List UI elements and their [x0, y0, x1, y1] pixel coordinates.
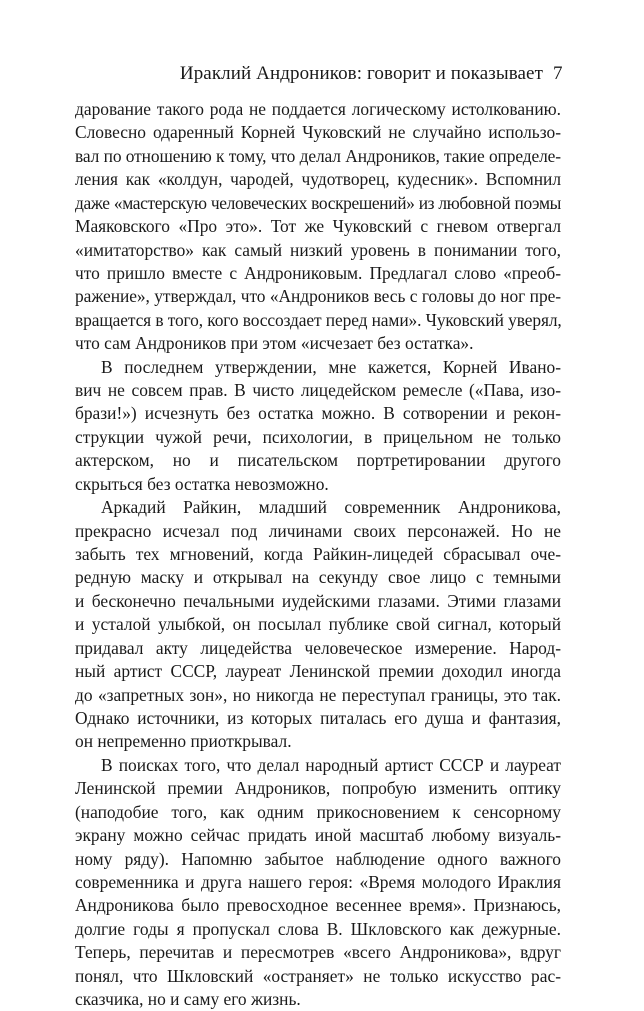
running-head-title: Ираклий Андроников: говорит и показывает: [179, 63, 543, 84]
text-line: Ленинской премии Андроников, попробую изменить оптику: [75, 778, 561, 799]
text-line: прекрасно исчезал под личинами своих персонажей. Но не: [75, 520, 561, 541]
page-number: 7: [553, 63, 563, 84]
text-line: редную маску и открывал на секунду свое лицо с темными: [75, 567, 561, 588]
text-line: вращается в того, кого воссоздает перед нами». Чуковский уверял,: [75, 309, 562, 330]
text-line: ному ряду). Напомню забытое наблюдение одного важного: [75, 848, 561, 869]
text-line: долгие годы я пропускал слова В. Шкловского как дежурные.: [75, 918, 561, 939]
paragraph-first-line: В последнем утверждении, мне кажется, Корней Ивано-: [101, 356, 561, 377]
text-line: скрыться без остатка невозможно.: [75, 473, 329, 494]
text-line: Словесно одаренный Корней Чуковский не случайно использо-: [75, 122, 561, 143]
text-line: он непременно приоткрывал.: [75, 731, 292, 752]
text-line: струкции чужой речи, психологии, в прицельном не только: [75, 426, 561, 447]
text-line: дарование такого рода не поддается логическому истолкованию.: [75, 99, 561, 119]
text-line: «имитаторство» как самый низкий уровень в понимании того,: [75, 239, 561, 260]
text-line: придавал акту лицедейства человеческое измерение. Народ-: [75, 637, 561, 658]
text-line: ный артист СССР, лауреат Ленинской премии доходил иногда: [75, 661, 561, 682]
text-line: Однако источники, из которых питалась его душа и фантазия,: [75, 707, 561, 728]
paragraph-first-line: В поисках того, что делал народный артист СССР и лауреат: [101, 754, 561, 775]
text-line: вич не совсем прав. В чисто лицедейском ремесле («Пава, изо-: [75, 380, 561, 401]
body-text: [75, 98, 561, 1011]
text-line: и бесконечно печальными иудейскими глазами. Этими глазами: [75, 590, 561, 611]
text-line: Андроникова было превосходное весеннее время». Признаюсь,: [75, 895, 561, 916]
text-line: что сам Андроников при этом «исчезает без остатка».: [75, 333, 474, 354]
text-line: современника и друга нашего героя: «Время молодого Ираклия: [75, 871, 561, 892]
text-line: (наподобие того, как одним прикосновением к сенсорному: [75, 801, 561, 822]
text-line: понял, что Шкловский «остраняет» не только искусство рас-: [75, 965, 561, 986]
text-line: до «запретных зон», но никогда не переступал границы, это так.: [75, 684, 561, 705]
text-line: даже «мастерскую человеческих воскрешений» из любовной поэмы: [75, 192, 561, 213]
text-line: актерском, но и писательском портретировании другого: [75, 450, 561, 471]
text-line: и усталой улыбкой, он посылал публике свой сигнал, который: [75, 614, 561, 635]
text-line: ления как «колдун, чародей, чудотворец, кудесник». Вспомнил: [75, 169, 561, 190]
text-line: Теперь, перечитав и пересмотрев «всего Андроникова», вдруг: [75, 942, 561, 963]
text-line: экрану можно сейчас придать иной масштаб любому визуаль-: [75, 825, 561, 846]
paragraph-first-line: Аркадий Райкин, младший современник Андроникова,: [101, 497, 561, 518]
text-line: вал по отношению к тому, что делал Андроников, такие определе-: [75, 145, 561, 166]
text-line: Маяковского «Про это». Тот же Чуковский с гневом отвергал: [75, 216, 561, 237]
text-line: ражение», утверждал, что «Андроников весь с головы до ног пре-: [75, 286, 561, 307]
text-line: сказчика, но и саму его жизнь.: [75, 989, 301, 1010]
text-line: забыть тех мгновений, когда Райкин-лицедей сбрасывал оче-: [75, 544, 561, 565]
text-line: брази!») исчезнуть без остатка можно. В сотворении и рекон-: [75, 403, 561, 424]
running-head: [0, 62, 644, 86]
text-line: что пришло вместе с Андрониковым. Предлагал слово «преоб-: [75, 262, 561, 283]
